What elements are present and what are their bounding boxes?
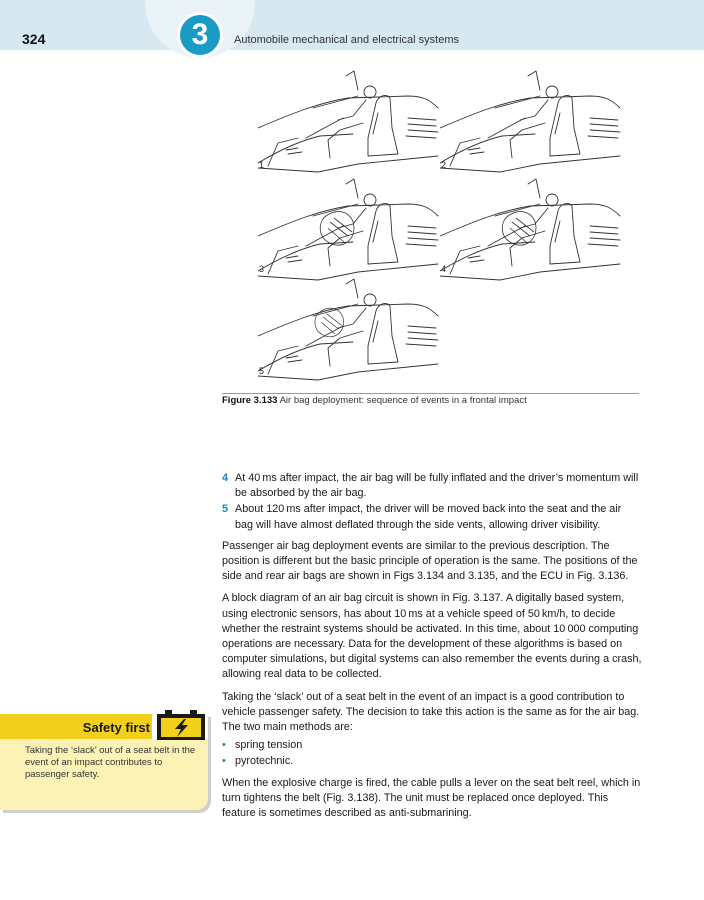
safety-first-box xyxy=(0,714,208,810)
panel-label-4: 4 xyxy=(441,264,447,274)
bullet-list xyxy=(222,738,642,769)
paragraph-block-diagram: A block diagram of an air bag circuit is shown in Fig. 3.137. A digitally based system, using electronic sensors, has about 10 ms at a vehicle speed of 50 km/h, to decide whether the restraint systems should be activated. In this time, about 10 000 computing operations are necessary. Data for the development of these algorithms is based on computer simulations, but digital systems can also remember the events during a crash, allowing real data to be collected. xyxy=(222,592,642,681)
panel-label-5: 5 xyxy=(259,366,265,376)
list-item-text: About 120 ms after impact, the driver will be moved back into the seat and the air bag will have almost deflated through the side vents, allowing driver visibility. xyxy=(235,503,622,531)
numbered-list xyxy=(222,471,642,533)
figure-panel-4 xyxy=(440,176,622,284)
figure-panel-1 xyxy=(258,68,440,176)
bullet-icon: • xyxy=(222,755,226,768)
body-text xyxy=(222,471,642,828)
paragraph-seat-belt: Taking the ‘slack’ out of a seat belt in the event of an impact is a good contribution to vehicle passenger safety. The decision to take this action is the same as for the air bag. The two main methods are: xyxy=(222,690,640,734)
paragraph-passenger-airbag: Passenger air bag deployment events are similar to the previous description. The position is different but the basic principle of operation is the same. The positions of the side and rear air bags are shown in Figs 3.134 and 3.135, and the ECU in Fig. 3.136. xyxy=(222,539,638,583)
list-item xyxy=(222,754,642,769)
paragraph-explosive-charge: When the explosive charge is fired, the cable pulls a lever on the seat belt reel, which in turn tightens the belt (Fig. 3.138). The unit must be replaced once deployed. This feature is sometimes described as anti-submarining. xyxy=(222,776,641,820)
panel-label-2: 2 xyxy=(441,160,447,170)
figure-rule xyxy=(222,393,639,394)
bullet-icon: • xyxy=(222,739,226,752)
list-item xyxy=(222,471,642,501)
figure-caption xyxy=(222,395,527,406)
list-item xyxy=(222,502,642,532)
figure-panel-3 xyxy=(258,176,440,284)
list-item-number: 4 xyxy=(222,472,229,484)
list-item-number: 5 xyxy=(222,503,229,516)
safety-box-header xyxy=(0,714,152,739)
list-item xyxy=(222,738,642,753)
figure-caption-text: Air bag deployment: sequence of events in a frontal impact xyxy=(279,395,527,406)
list-item-text: pyrotechnic. xyxy=(235,755,294,768)
safety-text: Taking the ‘slack’ out of a seat belt in the event of an impact contributes to passenger safety. xyxy=(25,745,196,780)
figure-panel-2 xyxy=(440,68,622,176)
safety-title: Safety first xyxy=(82,720,150,735)
running-title: Automobile mechanical and electrical systems xyxy=(234,34,459,46)
safety-box-body xyxy=(0,739,208,810)
figure-caption-label: Figure 3.133 xyxy=(222,395,278,406)
page-number: 324 xyxy=(22,31,46,47)
list-item-text: spring tension xyxy=(235,739,303,752)
list-item-text: At 40 ms after impact, the air bag will be fully inflated and the driver’s momentum will be absorbed by the air bag. xyxy=(235,472,639,500)
chapter-badge: 3 xyxy=(180,15,220,55)
panel-label-3: 3 xyxy=(259,264,265,274)
battery-lightning-icon xyxy=(155,710,207,740)
panel-label-1: 1 xyxy=(259,160,265,170)
figure-panel-5 xyxy=(258,276,440,384)
